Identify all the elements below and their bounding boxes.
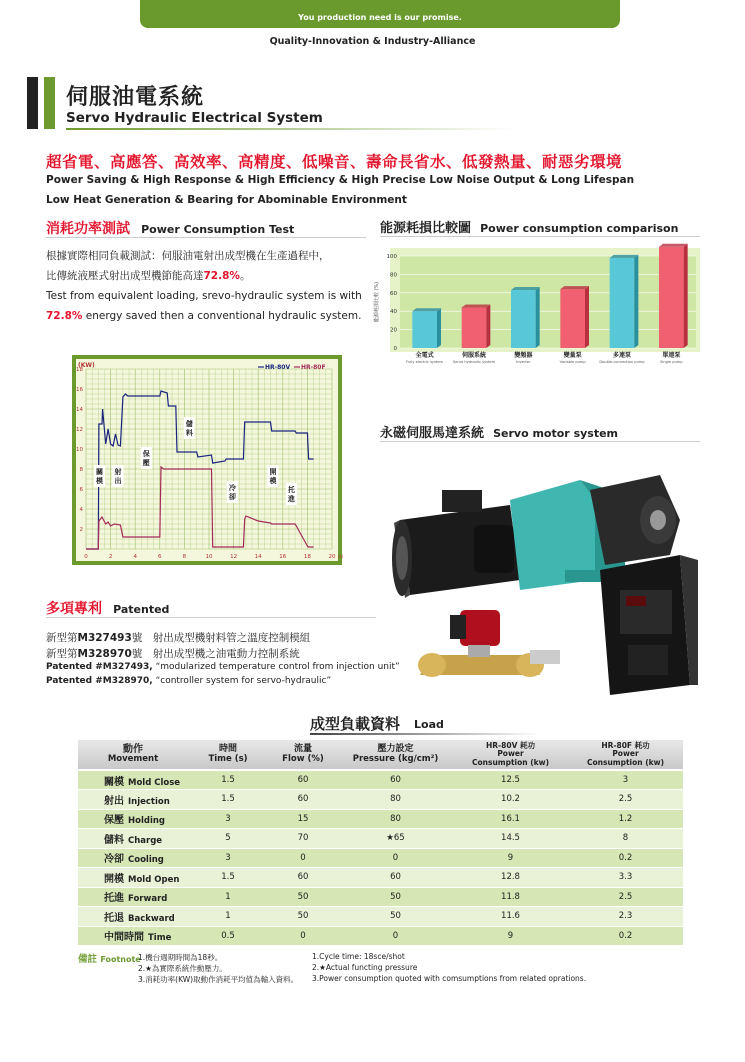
patent-heading — [46, 598, 169, 618]
line-chart-annotation — [286, 483, 297, 505]
pressure-cell: ★65 — [338, 829, 453, 849]
movement-cell — [78, 829, 188, 849]
annotation-label: 托進 — [287, 486, 295, 503]
movement-zh: 保壓 — [104, 815, 124, 827]
bar-front — [412, 311, 437, 348]
hr80v-cell: 14.5 — [453, 829, 568, 849]
features-zh: 超省電、高應答、高效率、高精度、低噪音、壽命長省水、低發熱量、耐惡劣環境 — [46, 153, 623, 171]
page-title-en: Servo Hydraulic Electrical System — [66, 110, 323, 126]
bar-5 — [659, 244, 688, 348]
bar-category-zh: 單連泵 — [662, 352, 681, 359]
movement-zh: 開模 — [104, 873, 124, 885]
line-chart-xtick: 8 — [182, 554, 187, 560]
hr80v-cell: 9 — [453, 848, 568, 868]
footnote-label-en: Footnote — [100, 955, 141, 964]
header-hr80f-l1: HR-80F 耗功 — [601, 740, 650, 750]
movement-cell — [78, 848, 188, 868]
time-cell: 1 — [188, 887, 268, 907]
bar-side — [585, 286, 589, 348]
patent-zh-1-pre: 新型第 — [46, 632, 78, 644]
patent-title-zh: 多項專利 — [46, 601, 102, 617]
top-banner — [140, 0, 620, 28]
hr80v-cell: 11.6 — [453, 907, 568, 927]
comparison-divider — [380, 236, 700, 237]
hr80v-cell: 10.2 — [453, 790, 568, 810]
title-accent-green — [44, 77, 55, 129]
header-hr80f-l2: Power — [612, 749, 639, 759]
servo-motor-title-zh: 永磁伺服馬達系統 — [380, 426, 485, 441]
power-test-title-en: Power Consumption Test — [141, 223, 295, 236]
load-title-zh: 成型負載資料 — [310, 715, 401, 733]
pressure-cell: 80 — [338, 790, 453, 810]
header-pressure-zh: 壓力設定 — [377, 744, 414, 755]
hr80v-cell: 12.5 — [453, 770, 568, 790]
movement-en: Time — [148, 933, 172, 944]
flow-cell: 0 — [268, 848, 338, 868]
time-cell: 5 — [188, 829, 268, 849]
bar-category-en: Single pump — [660, 360, 683, 364]
load-table-body — [78, 770, 683, 946]
table-row — [78, 907, 683, 927]
line-chart-annotation — [267, 465, 278, 487]
header-time-zh: 時間 — [218, 744, 237, 755]
zh-line2-post: 。 — [239, 270, 251, 282]
bar-4 — [610, 255, 639, 348]
movement-en: Charge — [128, 835, 163, 846]
movement-zh: 關模 — [104, 776, 124, 788]
pressure-cell: 60 — [338, 868, 453, 888]
flow-cell: 50 — [268, 907, 338, 927]
time-cell: 1 — [188, 907, 268, 927]
hr80f-cell: 3.3 — [568, 868, 683, 888]
servo-motor-heading — [380, 422, 618, 441]
header-movement-en: Movement — [107, 754, 159, 765]
hr80v-cell: 11.8 — [453, 887, 568, 907]
flow-cell: 60 — [268, 868, 338, 888]
line-chart-ytick: 18 — [76, 367, 83, 373]
table-row — [78, 770, 683, 790]
movement-en: Holding — [128, 816, 166, 827]
line-chart-xtick: 18 — [303, 554, 311, 560]
bar-front — [610, 258, 635, 348]
header-hr80v-l1: HR-80V 耗功 — [485, 740, 536, 750]
bar-2 — [511, 287, 540, 348]
patent-en-2 — [46, 676, 331, 686]
flow-cell: 60 — [268, 770, 338, 790]
bar-category-zh: 多連泵 — [612, 352, 632, 359]
time-cell: 1.5 — [188, 868, 268, 888]
header-flow-zh: 流量 — [293, 744, 312, 755]
movement-zh: 儲料 — [104, 834, 124, 846]
footnote-zh-1: 1.機台週期時間為18秒。 — [138, 953, 223, 962]
hr80f-cell: 2.5 — [568, 790, 683, 810]
bar-side — [437, 308, 441, 348]
bar-chart-ytick: 100 — [386, 254, 397, 260]
patent-zh-2-post: 號 射出成型機之油電動力控制系統 — [131, 648, 300, 660]
patent-zh-1 — [46, 630, 310, 645]
legend-label: HR-80F — [301, 364, 326, 371]
movement-cell — [78, 790, 188, 810]
bar-chart-ytick: 60 — [390, 290, 397, 297]
flow-cell: 0 — [268, 926, 338, 946]
bar-top — [511, 287, 540, 290]
header-pressure — [338, 740, 453, 770]
power-test-zh-line2 — [46, 268, 250, 283]
line-chart-xtick: 6 — [158, 554, 162, 560]
title-accent-dark — [27, 77, 38, 129]
line-chart-xtick: 20 — [328, 554, 336, 560]
line-chart-ytick: 14 — [76, 407, 83, 413]
table-row — [78, 926, 683, 946]
load-table-header — [78, 740, 683, 770]
zh-line2-pre: 比傳統液壓式射出成型機節能高達 — [46, 270, 204, 282]
line-chart-xtick: 12 — [230, 554, 238, 560]
en-line2-percent: 72.8% — [46, 310, 83, 322]
annotation-label: 保壓 — [142, 450, 150, 467]
flow-cell: 15 — [268, 809, 338, 829]
line-chart-ytick: 12 — [76, 427, 83, 433]
line-chart-ytick: 10 — [76, 447, 83, 453]
movement-cell — [78, 926, 188, 946]
movement-cell — [78, 770, 188, 790]
line-chart-xtick: 10 — [205, 554, 213, 560]
footnote-zh-3: 3.消耗功率(KW)取動作消耗平均值為輸入資料。 — [138, 975, 299, 984]
bar-front — [560, 289, 585, 348]
line-chart-ytick: 8 — [79, 467, 83, 473]
title-underline — [66, 128, 516, 130]
bar-chart-ytick: 40 — [390, 309, 397, 316]
bar-chart-ytick: 0 — [393, 346, 397, 352]
time-cell: 1.5 — [188, 790, 268, 810]
bar-3 — [560, 286, 589, 348]
bar-top — [560, 286, 589, 289]
header-hr80f-l3: Consumption (kw) — [586, 757, 664, 767]
patent-en-2-post: “controller system for servo-hydraulic” — [152, 676, 332, 686]
comparison-heading — [380, 217, 678, 236]
power-test-en-line1: Test from equivalent loading, srevo-hydraulic system is with — [46, 290, 362, 302]
line-chart-ytick: 2 — [79, 527, 83, 533]
line-chart-xtick: 0 — [84, 554, 88, 560]
hr80f-cell: 2.5 — [568, 887, 683, 907]
line-chart-xtick: 16 — [279, 554, 287, 560]
line-chart-annotation — [227, 481, 238, 503]
pressure-cell: 0 — [338, 926, 453, 946]
servo-motor-divider — [380, 441, 700, 442]
line-chart-ytick: 16 — [76, 387, 83, 393]
header-flow-en: Flow (%) — [282, 753, 324, 764]
header-hr80v-l3: Consumption (kw) — [471, 757, 549, 767]
patent-en-1 — [46, 662, 400, 672]
header-time — [188, 740, 268, 770]
comparison-title-zh: 能源耗損比較圖 — [380, 221, 472, 236]
legend-label: HR-80V — [265, 364, 291, 371]
bar-front — [659, 247, 684, 348]
line-chart-ytick: 6 — [79, 487, 83, 493]
bar-side — [684, 244, 688, 348]
bar-1 — [462, 305, 491, 348]
line-chart-ytick: 4 — [79, 507, 83, 513]
annotation-label: 冷卻 — [228, 484, 236, 501]
patent-zh-1-number: M327493 — [77, 632, 132, 644]
power-test-divider — [46, 237, 366, 238]
bar-chart-ylabel: 能源耗損比較 (%) — [374, 281, 380, 323]
bar-category-en: Variable pump — [559, 360, 586, 364]
bar-top — [462, 305, 491, 308]
line-chart-xtick: 4 — [133, 554, 137, 560]
time-cell: 0.5 — [188, 926, 268, 946]
load-title-underline — [310, 733, 540, 735]
bar-side — [536, 287, 540, 348]
footnote-label-zh: 備註 — [78, 954, 98, 965]
hr80f-cell: 1.2 — [568, 809, 683, 829]
banner-text: You production need is our promise. — [298, 13, 462, 22]
load-table — [78, 740, 683, 946]
servo-motor-title-en: Servo motor system — [493, 427, 619, 440]
patent-en-1-pre: Patented #M327493, — [46, 662, 153, 672]
header-time-en: Time (s) — [208, 753, 248, 764]
header-flow — [268, 740, 338, 770]
pressure-cell: 50 — [338, 907, 453, 927]
line-chart-xunit: (s) — [338, 554, 344, 559]
patent-zh-2 — [46, 646, 300, 661]
footnote-en-3: 3.Power consumption quoted with comsumptions from related oprations. — [312, 974, 587, 983]
movement-zh: 中間時間 — [104, 932, 144, 944]
servo-motor-product-photo — [380, 460, 700, 700]
line-chart-annotation — [94, 465, 105, 487]
line-chart-annotation — [112, 465, 123, 487]
movement-zh: 射出 — [104, 795, 124, 807]
time-cell: 3 — [188, 809, 268, 829]
line-chart-xtick: 2 — [108, 554, 113, 560]
hr80f-cell: 8 — [568, 829, 683, 849]
header-hr80f — [568, 740, 683, 770]
table-row — [78, 868, 683, 888]
power-comparison-bar-chart — [370, 248, 700, 370]
patent-en-2-pre: Patented #M328970, — [46, 676, 153, 686]
features-en-line2: Low Heat Generation & Bearing for Abominable Environment — [46, 194, 407, 206]
comparison-title-en: Power consumption comparison — [480, 222, 679, 235]
annotation-label: 儲料 — [185, 420, 193, 437]
flow-cell: 50 — [268, 887, 338, 907]
patent-title-en: Patented — [113, 603, 170, 616]
bar-0 — [412, 308, 441, 348]
power-test-heading — [46, 218, 294, 238]
bar-chart-ytick: 80 — [390, 272, 397, 279]
line-chart-xtick: 14 — [254, 554, 262, 560]
bar-category-en: Inverter — [516, 360, 531, 364]
movement-en: Backward — [128, 913, 175, 924]
hr80v-cell: 9 — [453, 926, 568, 946]
annotation-label: 開模 — [269, 468, 277, 485]
table-row — [78, 848, 683, 868]
power-test-zh-line1: 根據實際相同負載測試：伺服油電射出成型機在生產過程中， — [46, 250, 330, 262]
power-test-en-line2 — [46, 310, 361, 322]
table-row — [78, 829, 683, 849]
bar-top — [412, 308, 441, 311]
hr80f-cell: 0.2 — [568, 926, 683, 946]
features-en-line1: Power Saving & High Response & High Efficiency & High Precise Low Noise Output & Long Lifespan — [46, 174, 635, 186]
bar-side — [486, 305, 490, 348]
movement-en: Forward — [128, 894, 168, 905]
movement-zh: 托退 — [104, 912, 124, 924]
pressure-cell: 50 — [338, 887, 453, 907]
header-movement-zh: 動作 — [123, 743, 143, 755]
footnote-en-2: 2.★Actual functing pressure — [312, 963, 418, 972]
load-title-en: Load — [414, 718, 444, 731]
movement-cell — [78, 887, 188, 907]
movement-cell — [78, 868, 188, 888]
hr80f-cell: 0.2 — [568, 848, 683, 868]
annotation-label: 關模 — [96, 468, 104, 485]
patent-zh-2-number: M328970 — [77, 648, 132, 660]
bar-category-en: Double-connection pump — [599, 360, 645, 364]
flow-cell: 70 — [268, 829, 338, 849]
pressure-cell: 80 — [338, 809, 453, 829]
line-chart-annotation — [184, 417, 195, 439]
zh-line2-percent: 72.8% — [203, 270, 240, 282]
header-hr80v — [453, 740, 568, 770]
time-cell: 3 — [188, 848, 268, 868]
movement-en: Cooling — [128, 855, 164, 866]
bar-category-zh: 全電式 — [415, 352, 434, 359]
bar-category-en: Servo hydraulic system — [452, 360, 496, 364]
table-row — [78, 809, 683, 829]
bar-category-en: Fully electric system — [406, 360, 444, 364]
header-pressure-en: Pressure (kg/cm²) — [352, 753, 439, 764]
footnote-en-1: 1.Cycle time: 18sce/shot — [312, 952, 405, 961]
patent-en-1-post: “modularized temperature control from injection unit” — [152, 662, 400, 672]
patent-zh-2-pre: 新型第 — [46, 648, 78, 660]
solenoid-valve-illustration — [418, 610, 560, 677]
movement-cell — [78, 907, 188, 927]
line-chart-annotation — [141, 447, 152, 469]
header-movement — [78, 740, 188, 770]
bar-front — [511, 290, 536, 348]
pressure-cell: 60 — [338, 770, 453, 790]
footnote-label — [78, 951, 141, 965]
en-line2-post: energy saved then a conventional hydraulic system. — [82, 310, 362, 322]
header-hr80v-l2: Power — [497, 749, 524, 759]
hr80v-cell: 16.1 — [453, 809, 568, 829]
movement-zh: 托進 — [104, 893, 124, 905]
line-chart-unit-label: (KW) — [78, 362, 95, 369]
bar-top — [659, 244, 688, 247]
bar-side — [634, 255, 638, 348]
hr80f-cell: 2.3 — [568, 907, 683, 927]
time-cell: 1.5 — [188, 770, 268, 790]
pressure-cell: 0 — [338, 848, 453, 868]
annotation-label: 射出 — [114, 468, 122, 485]
movement-en: Injection — [128, 796, 170, 807]
movement-zh: 冷卻 — [104, 854, 124, 866]
hr80v-cell: 12.8 — [453, 868, 568, 888]
flow-cell: 60 — [268, 790, 338, 810]
bar-front — [462, 308, 487, 348]
movement-en: Mold Open — [128, 874, 180, 885]
bar-category-zh: 變頻器 — [514, 352, 533, 359]
bar-top — [610, 255, 639, 258]
table-row — [78, 887, 683, 907]
bar-category-zh: 變量泵 — [563, 352, 582, 359]
table-row — [78, 790, 683, 810]
bar-chart-plot-area — [400, 256, 696, 348]
servo-driver-illustration — [600, 555, 698, 695]
patent-zh-1-post: 號 射出成型機射料管之溫度控制模組 — [131, 632, 311, 644]
page-title-zh: 伺服油電系統 — [66, 85, 205, 110]
tagline: Quality-Innovation & Industry-Alliance — [269, 36, 476, 47]
movement-cell — [78, 809, 188, 829]
patent-divider — [46, 617, 376, 618]
bar-category-zh: 伺服系統 — [461, 352, 487, 359]
bar-chart-ytick: 20 — [390, 327, 397, 334]
power-consumption-line-chart — [72, 355, 342, 565]
movement-en: Mold Close — [128, 777, 181, 788]
footnote-zh-2: 2.★為實際系統作動壓力。 — [138, 964, 227, 973]
hr80f-cell: 3 — [568, 770, 683, 790]
power-test-title-zh: 消耗功率測試 — [46, 221, 130, 237]
